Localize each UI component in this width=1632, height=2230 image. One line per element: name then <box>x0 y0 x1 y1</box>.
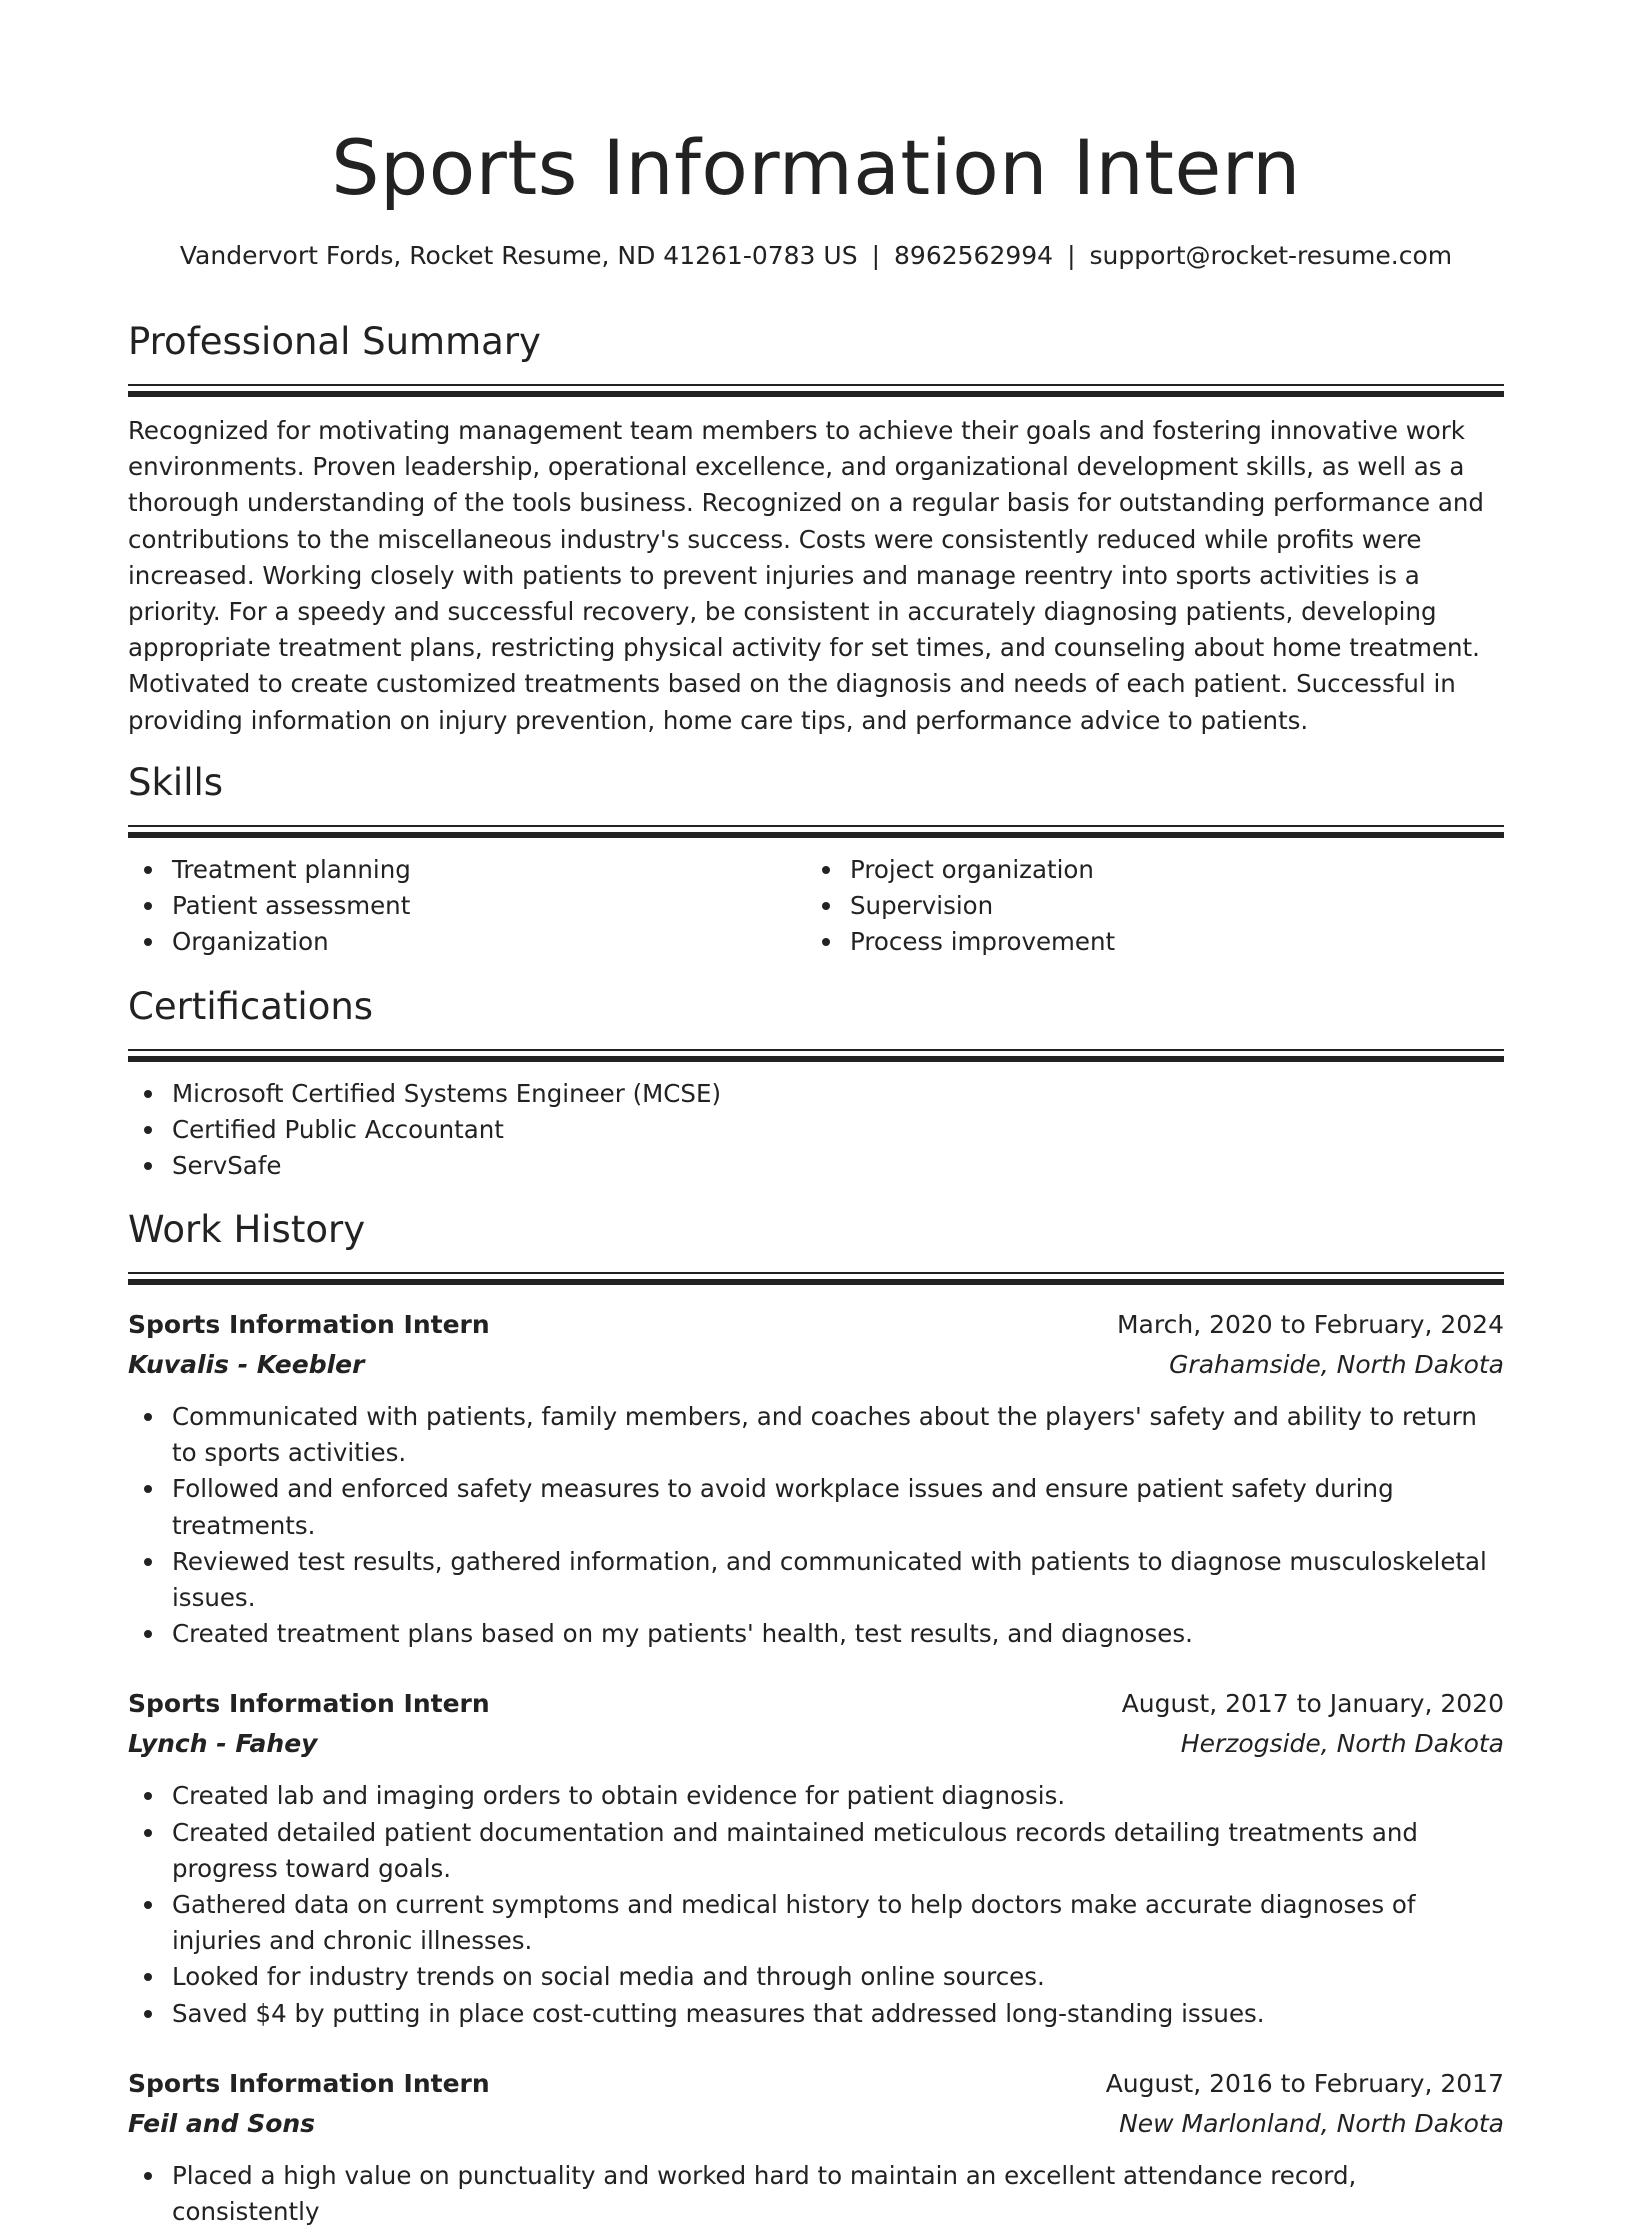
skill-item: Process improvement <box>806 924 1484 960</box>
job-bullets <box>128 2158 1504 2230</box>
job-entry <box>128 2064 1504 2230</box>
job-entry <box>128 1684 1504 2031</box>
certifications-list <box>128 1076 1504 1184</box>
skill-item: Treatment planning <box>128 852 806 888</box>
certification-item: Certified Public Accountant <box>128 1112 1504 1148</box>
job-bullet: Looked for industry trends on social media and through online sources. <box>128 1959 1504 1995</box>
summary-heading: Professional Summary <box>128 320 541 363</box>
contact-line <box>128 238 1504 274</box>
job-bullet: Followed and enforced safety measures to avoid workplace issues and ensure patient safety during treatments. <box>128 1471 1504 1543</box>
contact-separator: | <box>871 241 881 270</box>
skill-item: Patient assessment <box>128 888 806 924</box>
skills-columns <box>128 852 1504 960</box>
section-rule-thick <box>128 832 1504 838</box>
section-rule-thin <box>128 384 1504 386</box>
skills-list-right <box>806 852 1484 960</box>
skills-heading: Skills <box>128 761 224 804</box>
job-company-row <box>128 1724 1504 1764</box>
job-header-row <box>128 1305 1504 1345</box>
contact-phone: 8962562994 <box>894 241 1054 270</box>
contact-separator: | <box>1067 241 1076 270</box>
job-company-row <box>128 2104 1504 2144</box>
job-entry <box>128 1305 1504 1652</box>
job-dates: August, 2016 to February, 2017 <box>1105 2068 1504 2098</box>
job-bullet: Created treatment plans based on my patients' health, test results, and diagnoses. <box>128 1616 1504 1652</box>
job-bullet: Communicated with patients, family members, and coaches about the players' safety and ability to return to sports activities. <box>128 1399 1504 1471</box>
section-rule-thick <box>128 391 1504 397</box>
job-company-row <box>128 1345 1504 1385</box>
certifications-heading: Certifications <box>128 985 374 1028</box>
work-history-heading: Work History <box>128 1208 366 1251</box>
job-bullets <box>128 1399 1504 1652</box>
job-title: Sports Information Intern <box>128 1689 490 1719</box>
job-location: New Marlonland, North Dakota <box>1119 2108 1504 2138</box>
skill-item: Organization <box>128 924 806 960</box>
job-bullets <box>128 1778 1504 2031</box>
skill-item: Supervision <box>806 888 1484 924</box>
job-header-row <box>128 2064 1504 2104</box>
contact-email: support@rocket-resume.com <box>1089 241 1453 270</box>
summary-text: Recognized for motivating management team members to achieve their goals and fostering innovative work environments. Proven leadership, operational excellence, and organizational development skills, as well as a thorough understanding of the tools business. Recognized on a regular basis for outstanding performance and contributions to the miscellaneous industry's success. Costs were consistently reduced while profits were increased. Working closely with patients to prevent injuries and manage reentry into sports activities is a priority. For a speedy and successful recovery, be consistent in accurately diagnosing patients, developing appropriate treatment plans, restricting physical activity for set times, and counseling about home treatment. Motivated to create customized treatments based on the diagnosis and needs of each patient. Successful in providing information on injury prevention, home care tips, and performance advice to patients. <box>128 416 1484 735</box>
job-bullet: Reviewed test results, gathered information, and communicated with patients to diagnose musculoskeletal issues. <box>128 1544 1504 1616</box>
job-bullet: Saved $4 by putting in place cost-cutting measures that addressed long-standing issues. <box>128 1996 1504 2032</box>
section-rule-thick <box>128 1056 1504 1062</box>
resume-name: Sports Information Intern <box>331 123 1301 212</box>
job-dates: March, 2020 to February, 2024 <box>1116 1310 1504 1339</box>
job-company: Lynch - Fahey <box>128 1729 318 1759</box>
work-history-section <box>128 1206 1504 2230</box>
section-rule-thin <box>128 1272 1504 1274</box>
contact-address: Vandervort Fords, Rocket Resume, ND 41261-0783 US <box>179 241 858 270</box>
job-company: Feil and Sons <box>128 2108 316 2138</box>
job-company: Kuvalis - Keebler <box>128 1350 365 1379</box>
job-title: Sports Information Intern <box>128 2068 490 2098</box>
skills-list-left <box>128 852 806 960</box>
certification-item: Microsoft Certified Systems Engineer (MCSE) <box>128 1076 1504 1112</box>
job-title: Sports Information Intern <box>128 1310 490 1339</box>
job-bullet: Gathered data on current symptoms and medical history to help doctors make accurate diagnoses of injuries and chronic illnesses. <box>128 1887 1504 1959</box>
section-rule-thin <box>128 1049 1504 1051</box>
job-bullet: Placed a high value on punctuality and worked hard to maintain an excellent attendance record, consistently <box>128 2158 1504 2230</box>
certifications-section <box>128 983 1504 1184</box>
job-bullet: Created lab and imaging orders to obtain evidence for patient diagnosis. <box>128 1778 1504 1814</box>
job-location: Grahamside, North Dakota <box>1169 1350 1504 1379</box>
job-dates: August, 2017 to January, 2020 <box>1121 1689 1504 1719</box>
certification-item: ServSafe <box>128 1148 1504 1184</box>
job-location: Herzogside, North Dakota <box>1180 1729 1504 1759</box>
job-bullet: Created detailed patient documentation and maintained meticulous records detailing treatments and progress toward goals. <box>128 1815 1504 1887</box>
skills-section <box>128 759 1504 960</box>
skill-item: Project organization <box>806 852 1484 888</box>
job-header-row <box>128 1684 1504 1724</box>
section-rule-thin <box>128 825 1504 827</box>
section-rule-thick <box>128 1279 1504 1285</box>
summary-section <box>128 318 1504 739</box>
